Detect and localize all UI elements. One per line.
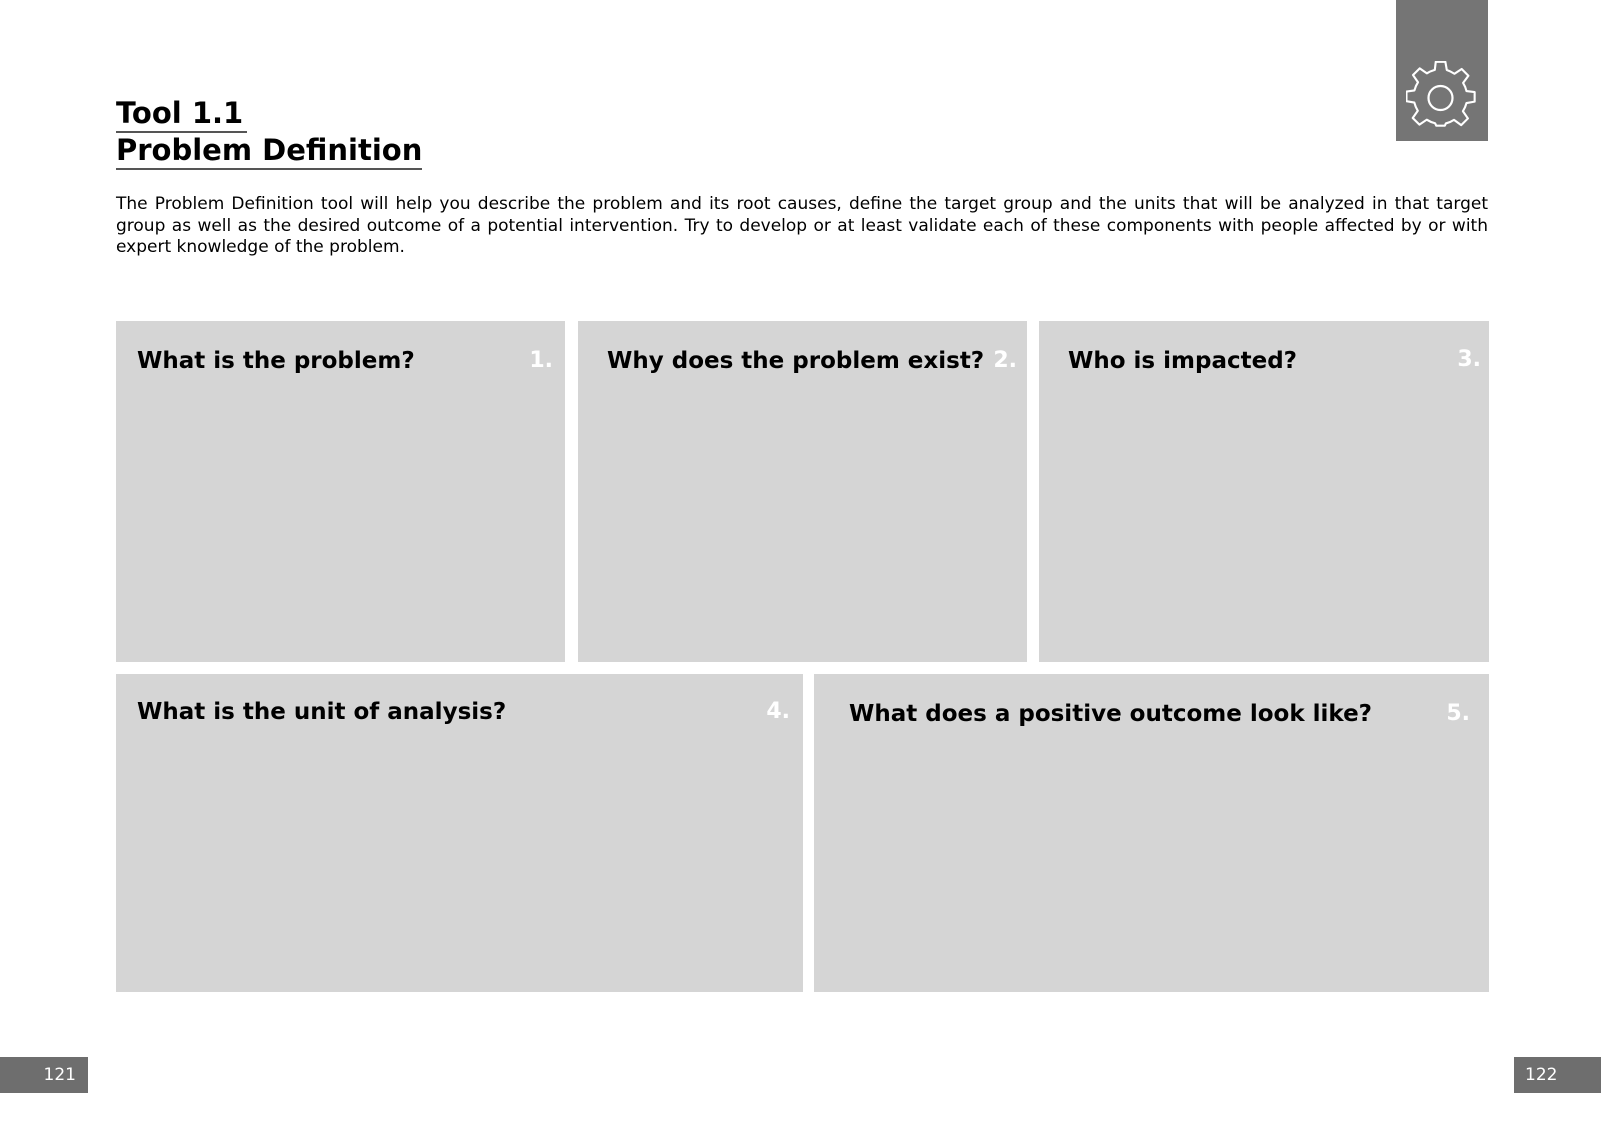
page-number-left-label: 121: [43, 1065, 76, 1085]
impacted-box[interactable]: [1039, 321, 1489, 662]
box-number: 2.: [993, 348, 1017, 373]
box-number: 1.: [529, 348, 553, 373]
problem-box[interactable]: [116, 321, 565, 662]
box-question: What does a positive outcome look like?: [849, 701, 1373, 727]
box-number: 4.: [766, 699, 790, 724]
box-number: 5.: [1446, 701, 1470, 726]
box-question: What is the unit of analysis?: [137, 699, 507, 725]
page-title: Problem Definition: [116, 133, 422, 170]
intro-paragraph: The Problem Definition tool will help you describe the problem and its root causes, define the target group and the units that will be analyzed in that target group as well as the desired outcome of a potential intervention. Try to develop or at least validate each of these components with people affected by or with expert knowledge of the problem.: [116, 194, 1488, 257]
unit-of-analysis-box[interactable]: [116, 674, 803, 992]
page-number-right: [1514, 1057, 1601, 1093]
gear-icon: [1406, 61, 1478, 133]
box-question: Who is impacted?: [1068, 348, 1298, 374]
page-number-right-label: 122: [1525, 1065, 1558, 1085]
tool-number: Tool 1.1: [116, 96, 247, 133]
box-question: Why does the problem exist?: [607, 348, 985, 374]
title-block: [116, 96, 422, 170]
cause-box[interactable]: [578, 321, 1027, 662]
page-number-left: [0, 1057, 88, 1093]
box-question: What is the problem?: [137, 348, 415, 374]
gear-icon-box: [1396, 0, 1488, 141]
positive-outcome-box[interactable]: [814, 674, 1489, 992]
box-number: 3.: [1457, 347, 1481, 372]
